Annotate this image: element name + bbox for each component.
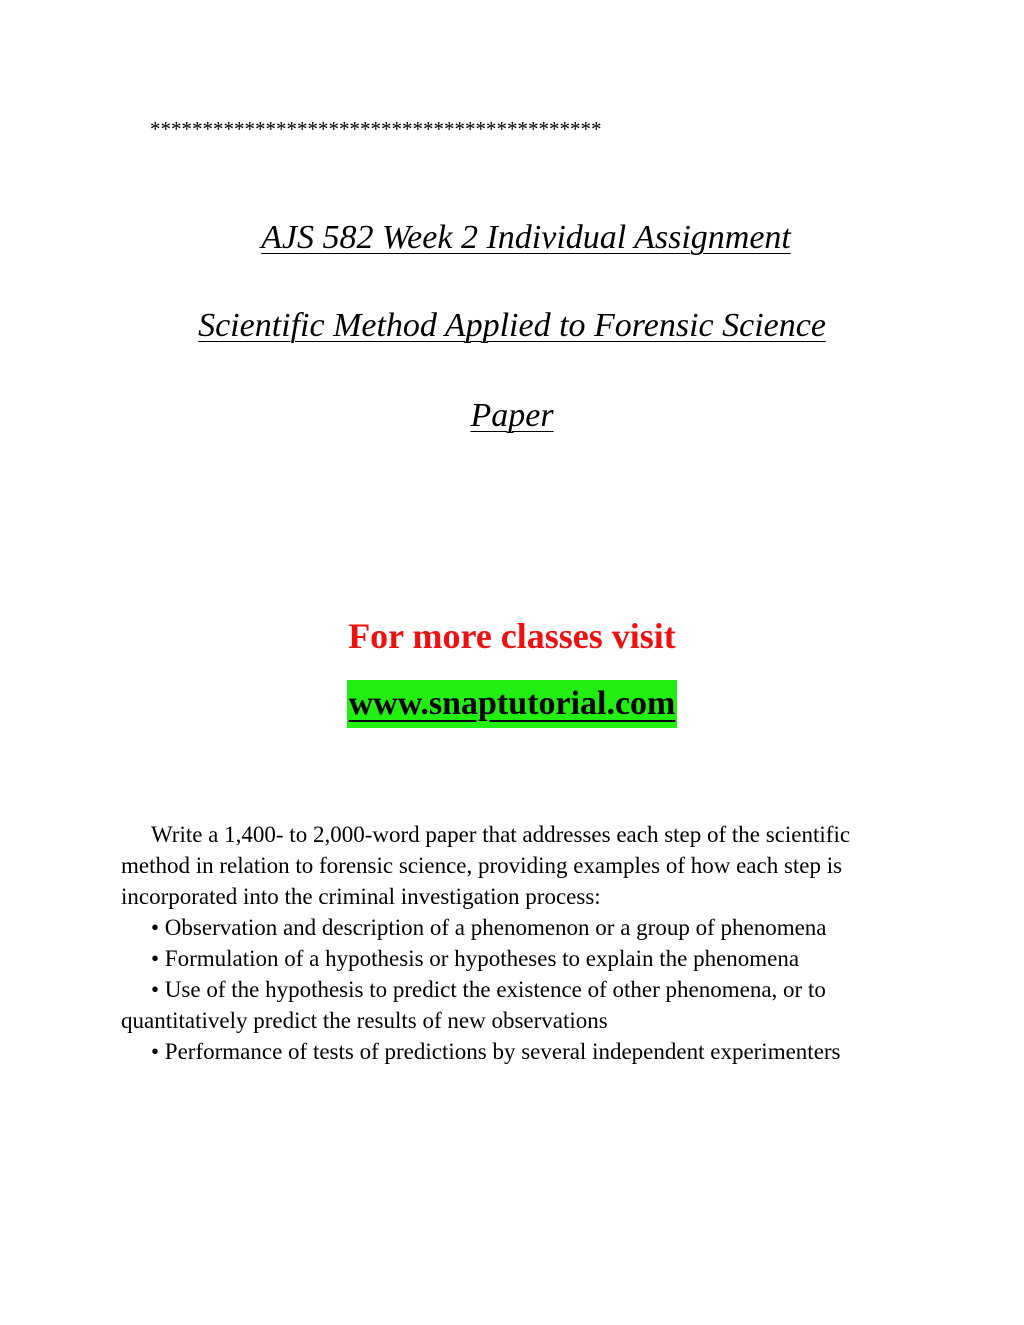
- title-line-3: Paper: [470, 397, 554, 434]
- bullet-item: • Observation and description of a phenomenon or a group of phenomena: [151, 915, 827, 940]
- promo-link-container: [0, 680, 1024, 728]
- intro-paragraph: Write a 1,400- to 2,000-word paper that addresses each step of the scientific method in relation to forensic science, providing examples of how each step is incorporated into the criminal investigation process:: [121, 822, 851, 909]
- title-line-2: Scientific Method Applied to Forensic Science: [198, 307, 826, 344]
- promo-heading: For more classes visit: [348, 616, 676, 656]
- separator-line: *******************************************: [150, 117, 602, 141]
- assignment-body: [121, 819, 901, 1067]
- website-link[interactable]: www.snaptutorial.com: [347, 680, 678, 728]
- bullet-item: • Use of the hypothesis to predict the existence of other phenomena, or to quantitatively predict the results of new observations: [121, 977, 826, 1033]
- bullet-item: • Formulation of a hypothesis or hypotheses to explain the phenomena: [151, 946, 800, 971]
- bullet-item: • Performance of tests of predictions by several independent experimenters: [151, 1039, 841, 1064]
- title-line-1: AJS 582 Week 2 Individual Assignment: [261, 219, 791, 256]
